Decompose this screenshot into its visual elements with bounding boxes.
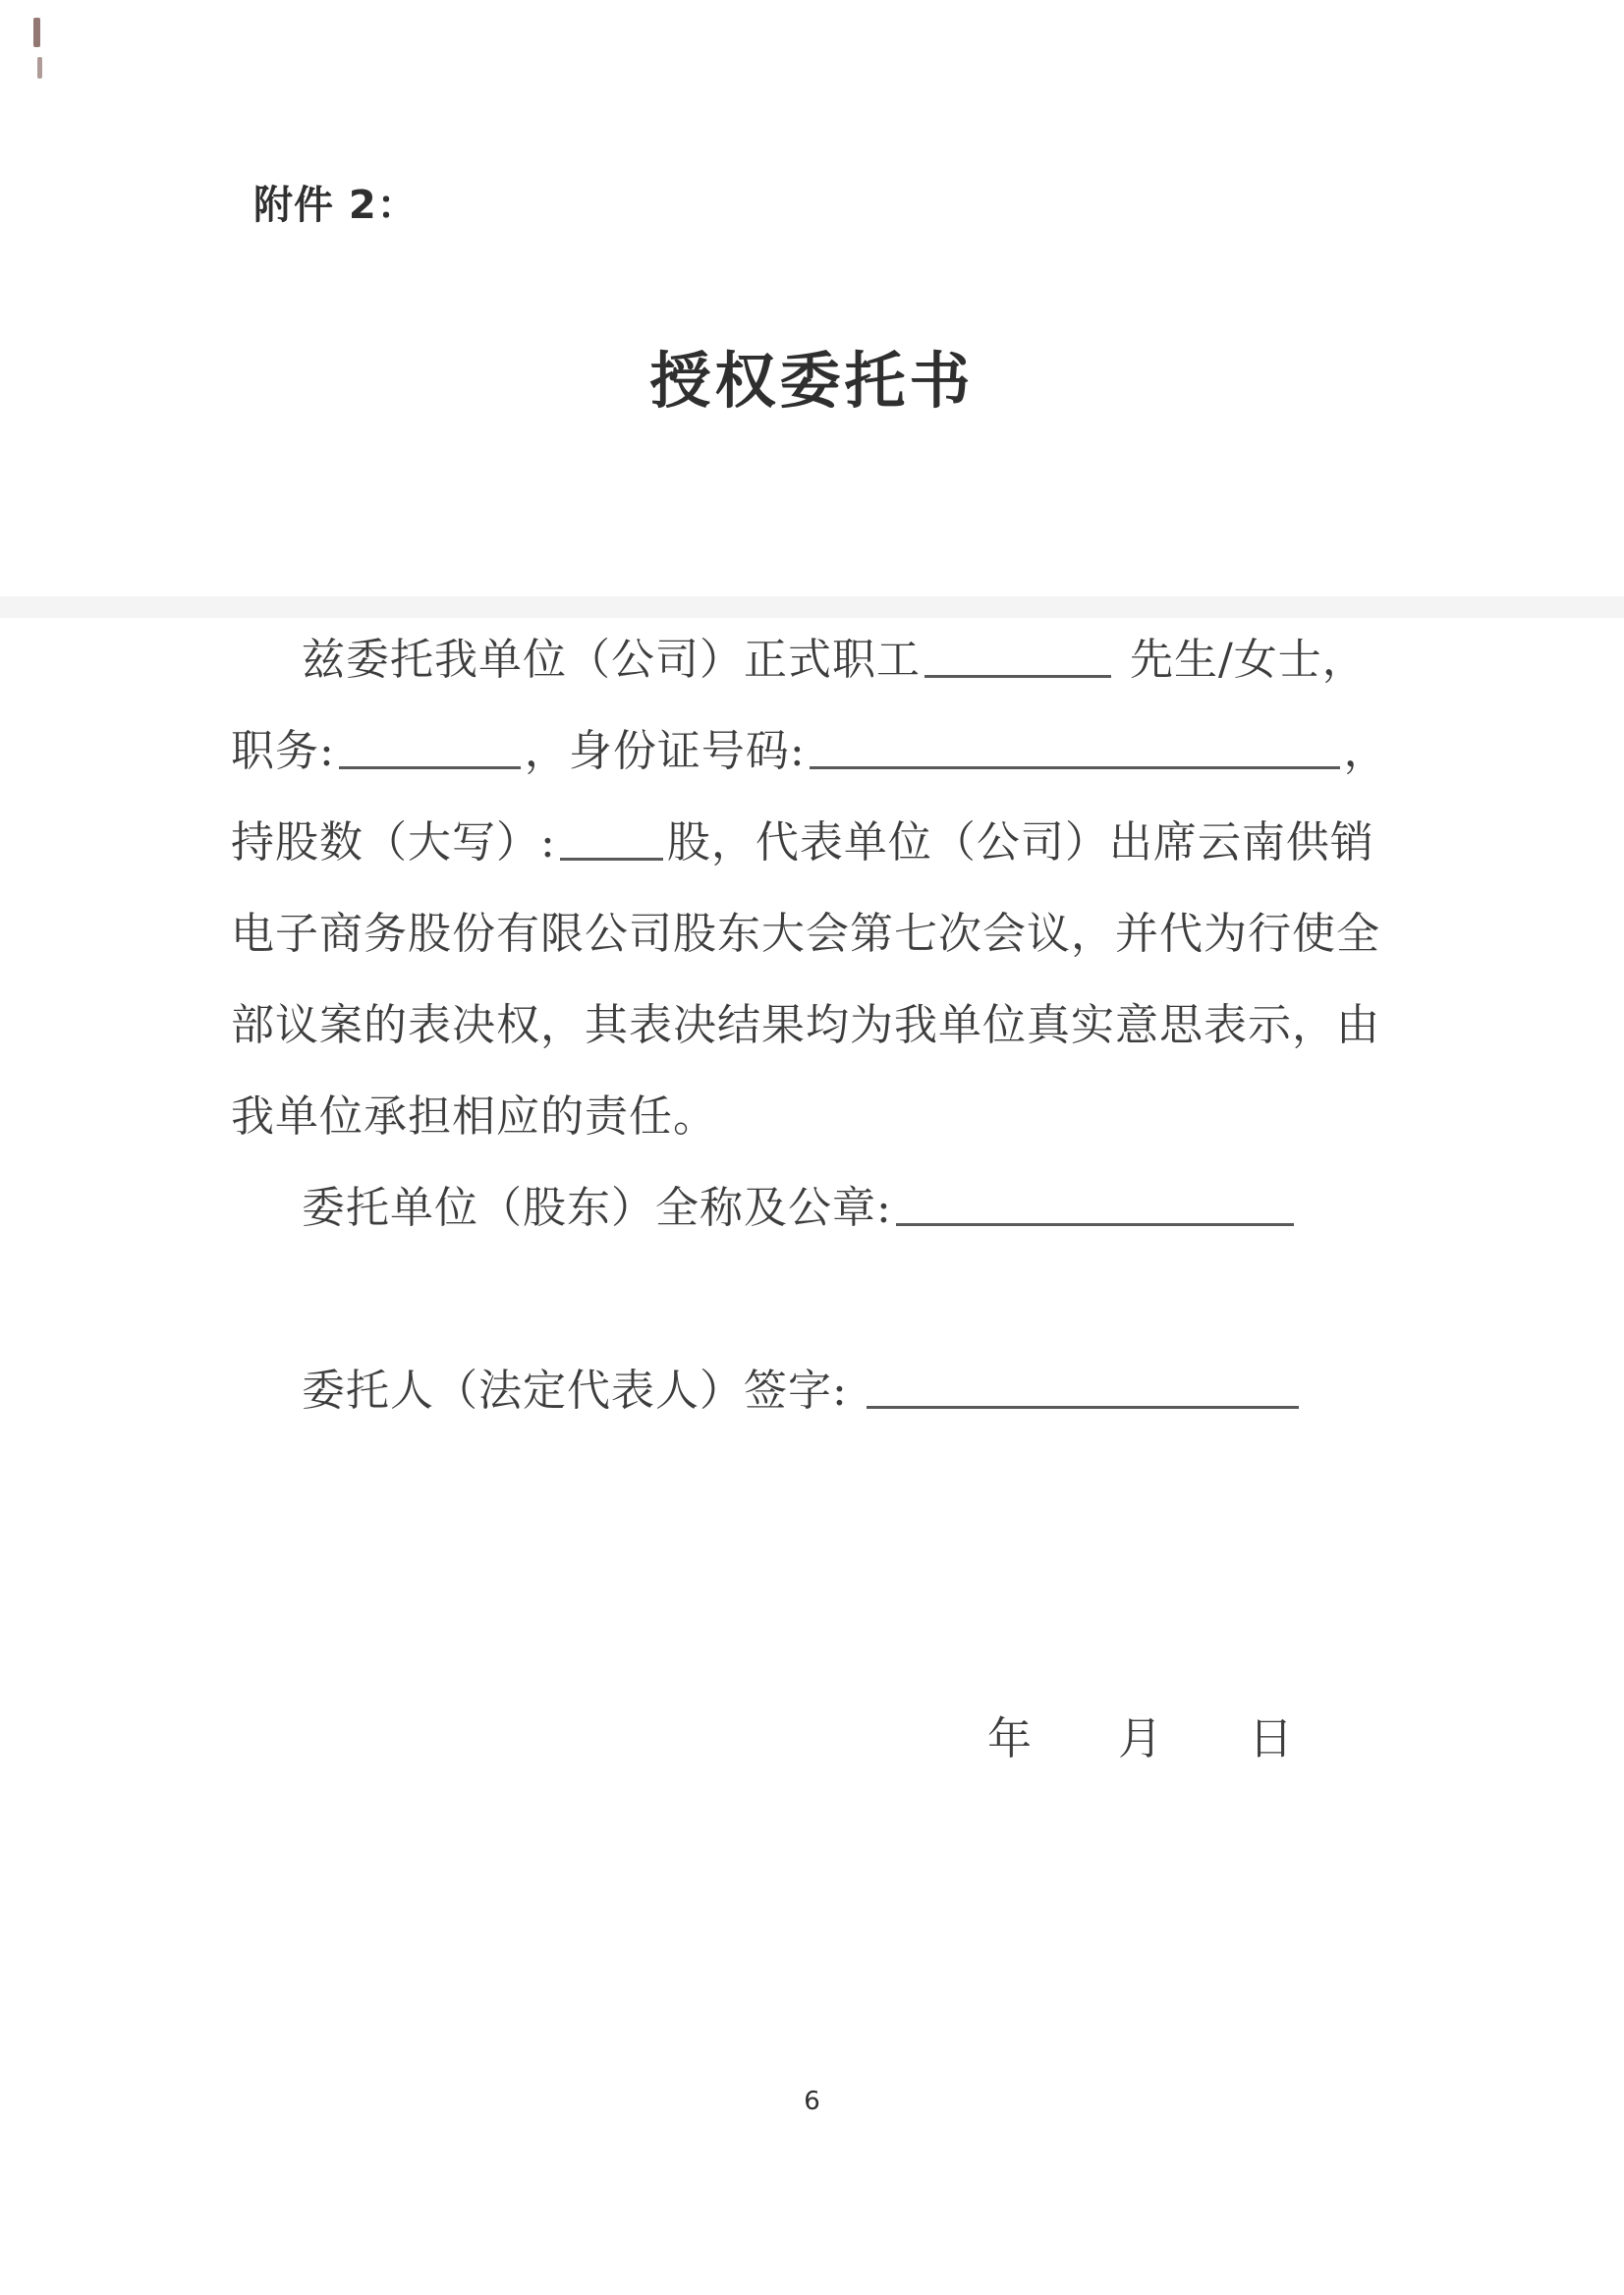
- date-month-label: 月: [1118, 1712, 1163, 1764]
- text-segment: 委托人（法定代表人）签字:: [302, 1366, 863, 1416]
- document-title: 授权委托书: [649, 345, 975, 417]
- text-segment: ，: [1343, 726, 1388, 776]
- line-entrust-intro: [231, 614, 1400, 705]
- line-shares: [231, 797, 1400, 888]
- line-responsibility: [231, 1071, 1400, 1162]
- page-number: 6: [804, 2087, 820, 2116]
- text-segment: 持股数（大写）:: [231, 817, 556, 868]
- fill-in-blank: [867, 1401, 1299, 1409]
- text-segment: 委托单位（股东）全称及公章:: [302, 1183, 892, 1233]
- fill-in-blank: [896, 1218, 1294, 1226]
- attachment-label: 附件 2：: [253, 183, 418, 228]
- text-segment: ，身份证号码:: [524, 726, 806, 776]
- fill-in-blank: [560, 853, 663, 861]
- line-meeting: [231, 888, 1400, 980]
- date-year-label: 年: [987, 1712, 1033, 1764]
- fill-in-blank: [339, 761, 521, 769]
- fill-in-blank: [810, 761, 1340, 769]
- text-segment: 股，代表单位（公司）出席云南供销: [666, 817, 1374, 868]
- line-voting: [231, 980, 1400, 1071]
- scan-artifact-mark: [33, 18, 40, 47]
- date-line: [987, 1711, 1293, 1766]
- text-segment: 电子商务股份有限公司股东大会第七次会议，并代为行使全: [231, 909, 1380, 959]
- text-segment: 职务:: [231, 726, 335, 776]
- text-segment: 兹委托我单位（公司）正式职工: [302, 635, 921, 685]
- scan-artifact-mark: [37, 57, 42, 79]
- line-signature: [231, 1345, 1400, 1436]
- line-position-id: [231, 705, 1400, 797]
- text-segment: 我单位承担相应的责任。: [231, 1092, 717, 1142]
- body-text: [231, 614, 1400, 1436]
- date-day-label: 日: [1249, 1712, 1294, 1764]
- fill-in-blank: [924, 670, 1111, 678]
- line-entrust-unit: [231, 1162, 1400, 1254]
- text-segment: 部议案的表决权，其表决结果均为我单位真实意思表示，由: [231, 1000, 1380, 1050]
- text-segment: 先生/女士，: [1115, 635, 1367, 685]
